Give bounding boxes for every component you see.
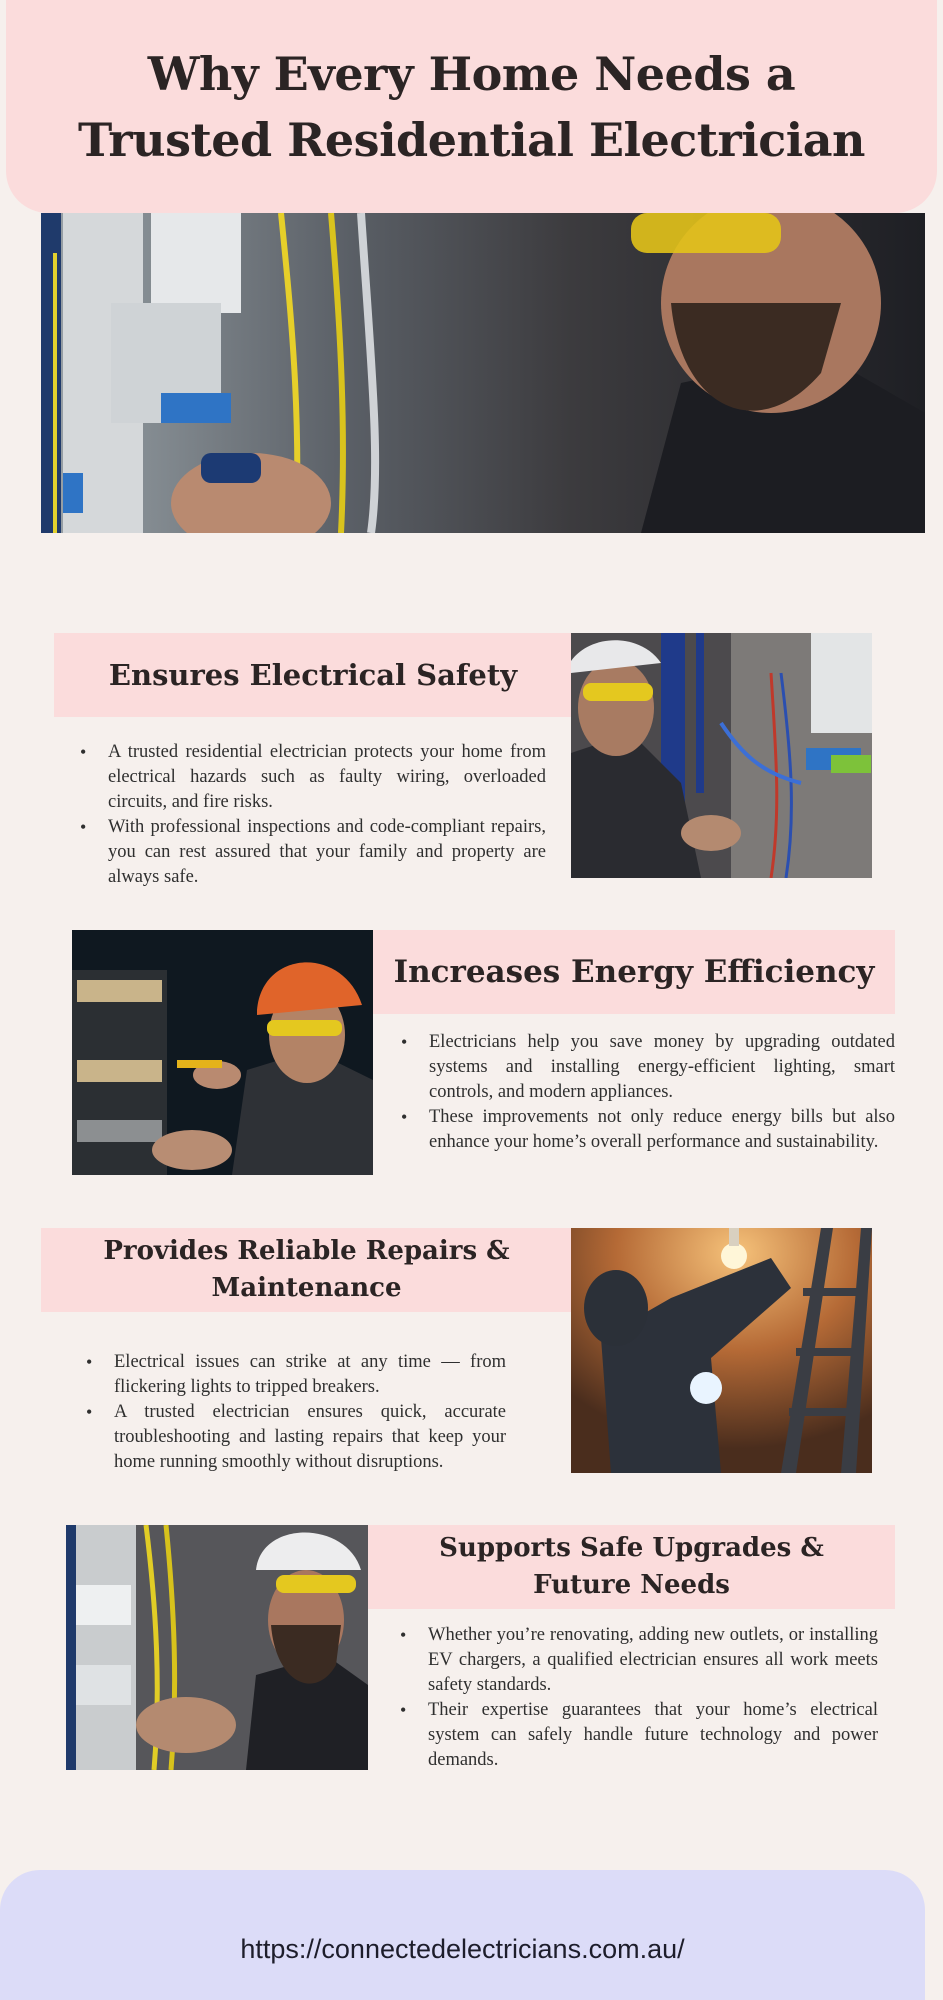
section-efficiency-photo — [72, 930, 373, 1175]
hero-electrician-photo — [41, 213, 925, 533]
website-link[interactable]: https://connectedelectricians.com.au/ — [240, 1934, 685, 1964]
section-heading: Increases Energy Efficiency — [393, 954, 875, 990]
bullet-item: • Their expertise guarantees that your home’s electrical system can safely handle future technology and power demands. — [400, 1698, 878, 1773]
section-repairs-bullets — [86, 1350, 506, 1475]
bullet-item: • A trusted residential electrician protects your home from electrical hazards such as faulty wiring, overloaded circuits, and fire risks. — [80, 740, 546, 815]
section-heading: Supports Safe Upgrades & Future Needs — [439, 1533, 824, 1600]
section-upgrades-bullets — [400, 1623, 878, 1773]
bullet-item: • With professional inspections and code-compliant repairs, you can rest assured that your family and property are always safe. — [80, 815, 546, 890]
header-banner — [6, 0, 937, 213]
section-efficiency-heading-band — [373, 930, 895, 1014]
section-safety-heading-band — [54, 633, 572, 717]
bullet-item: • These improvements not only reduce energy bills but also enhance your home’s overall performance and sustainability. — [401, 1105, 895, 1155]
section-safety-photo — [571, 633, 872, 878]
section-heading: Ensures Electrical Safety — [108, 658, 518, 692]
section-heading: Provides Reliable Repairs & Maintenance — [103, 1236, 510, 1303]
bullet-item: • Electrical issues can strike at any time — from flickering lights to tripped breakers. — [86, 1350, 506, 1400]
bullet-item: • A trusted electrician ensures quick, accurate troubleshooting and lasting repairs that keep your home running smoothly without disruptions. — [86, 1400, 506, 1475]
page-title: Why Every Home Needs a Trusted Residential Electrician — [78, 46, 865, 167]
section-repairs-photo — [571, 1228, 872, 1473]
section-upgrades-heading-band — [368, 1525, 895, 1609]
footer-banner — [0, 1870, 925, 2000]
section-efficiency-bullets — [401, 1030, 895, 1155]
section-repairs-heading-band — [41, 1228, 572, 1312]
bullet-item: • Electricians help you save money by upgrading outdated systems and installing energy-efficient lighting, smart controls, and modern appliances. — [401, 1030, 895, 1105]
bullet-item: • Whether you’re renovating, adding new outlets, or installing EV chargers, a qualified electrician ensures all work meets safety standards. — [400, 1623, 878, 1698]
section-safety-bullets — [80, 740, 546, 890]
section-upgrades-photo — [66, 1525, 368, 1770]
